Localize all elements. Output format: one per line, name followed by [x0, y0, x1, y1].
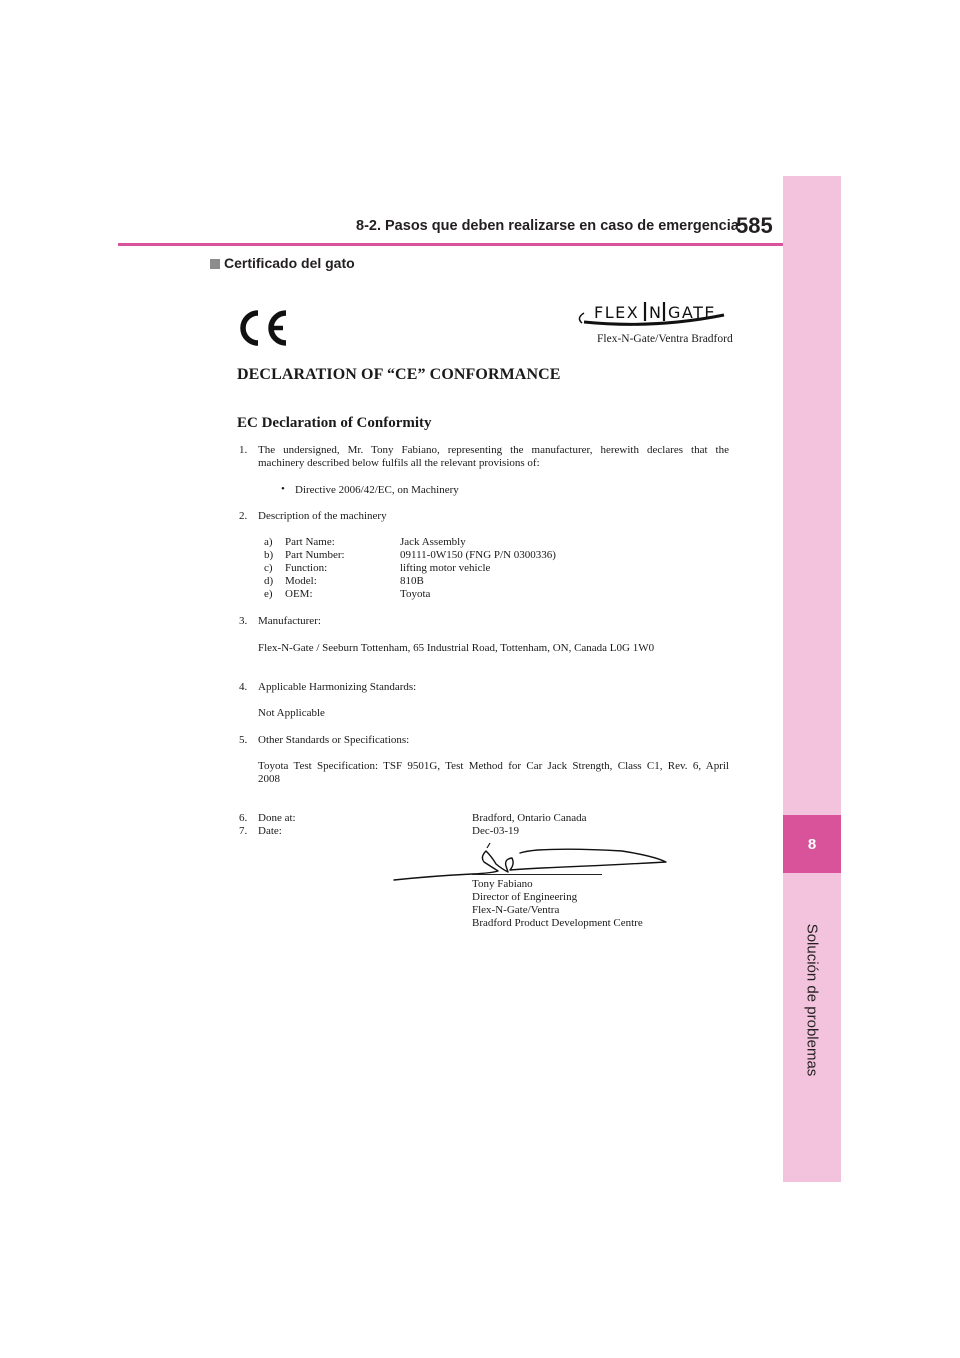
item-3-value: Flex-N-Gate / Seeburn Tottenham, 65 Industrial Road, Tottenham, ON, Canada L0G 1W0: [258, 642, 655, 654]
item-6-label: Done at:: [258, 812, 296, 824]
row-letter: c): [264, 562, 273, 574]
item-7-value: Dec-03-19: [472, 825, 520, 837]
page-number: 585: [736, 213, 773, 238]
svg-text:N: N: [649, 303, 661, 322]
item-7-label: Date:: [258, 825, 282, 837]
item-4-value: Not Applicable: [258, 707, 325, 719]
row-value: lifting motor vehicle: [400, 562, 491, 574]
svg-text:GATE: GATE: [668, 303, 716, 322]
item-1-line-2: machinery described below fulfils all the relevant provisions of:: [258, 457, 540, 469]
ce-mark-icon: [236, 308, 292, 348]
row-label: Function:: [285, 562, 328, 574]
item-2-number: 2.: [239, 510, 248, 522]
signature-line: [472, 874, 602, 875]
signatory-centre: Bradford Product Development Centre: [472, 917, 643, 929]
row-label: OEM:: [285, 588, 313, 600]
declaration-subtitle: EC Declaration of Conformity: [237, 415, 432, 431]
item-1-bullet: Directive 2006/42/EC, on Machinery: [295, 484, 459, 496]
signature-icon: [392, 836, 672, 884]
item-2-text: Description of the machinery: [258, 510, 387, 522]
chapter-side-label: Solución de problemas: [803, 923, 821, 1077]
chapter-header-title: 8-2. Pasos que deben realizarse en caso de emergencia: [356, 218, 739, 234]
item-3-text: Manufacturer:: [258, 615, 321, 627]
bullet-icon: •: [281, 483, 285, 495]
item-4-number: 4.: [239, 681, 248, 693]
signatory-name: Tony Fabiano: [472, 878, 533, 890]
item-5-text: Other Standards or Specifications:: [258, 734, 410, 746]
logo-subtitle: Flex-N-Gate/Ventra Bradford: [597, 333, 733, 345]
section-title: Certificado del gato: [224, 255, 355, 271]
svg-text:FLEX: FLEX: [594, 303, 640, 322]
declaration-title: DECLARATION OF “CE” CONFORMANCE: [237, 366, 561, 383]
signatory-company: Flex-N-Gate/Ventra: [472, 904, 560, 916]
item-7-number: 7.: [239, 825, 248, 837]
item-5-number: 5.: [239, 734, 248, 746]
item-6-value: Bradford, Ontario Canada: [472, 812, 587, 824]
item-5-line-2: 2008: [258, 773, 280, 785]
row-value: Jack Assembly: [400, 536, 466, 548]
row-letter: b): [264, 549, 274, 561]
signatory-title: Director of Engineering: [472, 891, 578, 903]
flex-n-gate-logo-icon: [574, 298, 730, 330]
item-6-number: 6.: [239, 812, 248, 824]
row-letter: e): [264, 588, 273, 600]
chapter-number-badge: 8: [783, 815, 841, 873]
row-letter: d): [264, 575, 274, 587]
row-value: Toyota: [400, 588, 431, 600]
row-letter: a): [264, 536, 273, 548]
item-4-text: Applicable Harmonizing Standards:: [258, 681, 417, 693]
row-label: Part Name:: [285, 536, 335, 548]
row-value: 09111-0W150 (FNG P/N 0300336): [400, 549, 556, 561]
row-value: 810B: [400, 575, 424, 587]
row-label: Model:: [285, 575, 317, 587]
item-5-line-1: Toyota Test Specification: TSF 9501G, Test Method for Car Jack Strength, Class C1, Rev. 6, April: [258, 760, 729, 772]
item-3-number: 3.: [239, 615, 248, 627]
item-1-number: 1.: [239, 444, 248, 456]
row-label: Part Number:: [285, 549, 345, 561]
item-1-line-1: The undersigned, Mr. Tony Fabiano, representing the manufacturer, herewith declares that the: [258, 444, 729, 456]
